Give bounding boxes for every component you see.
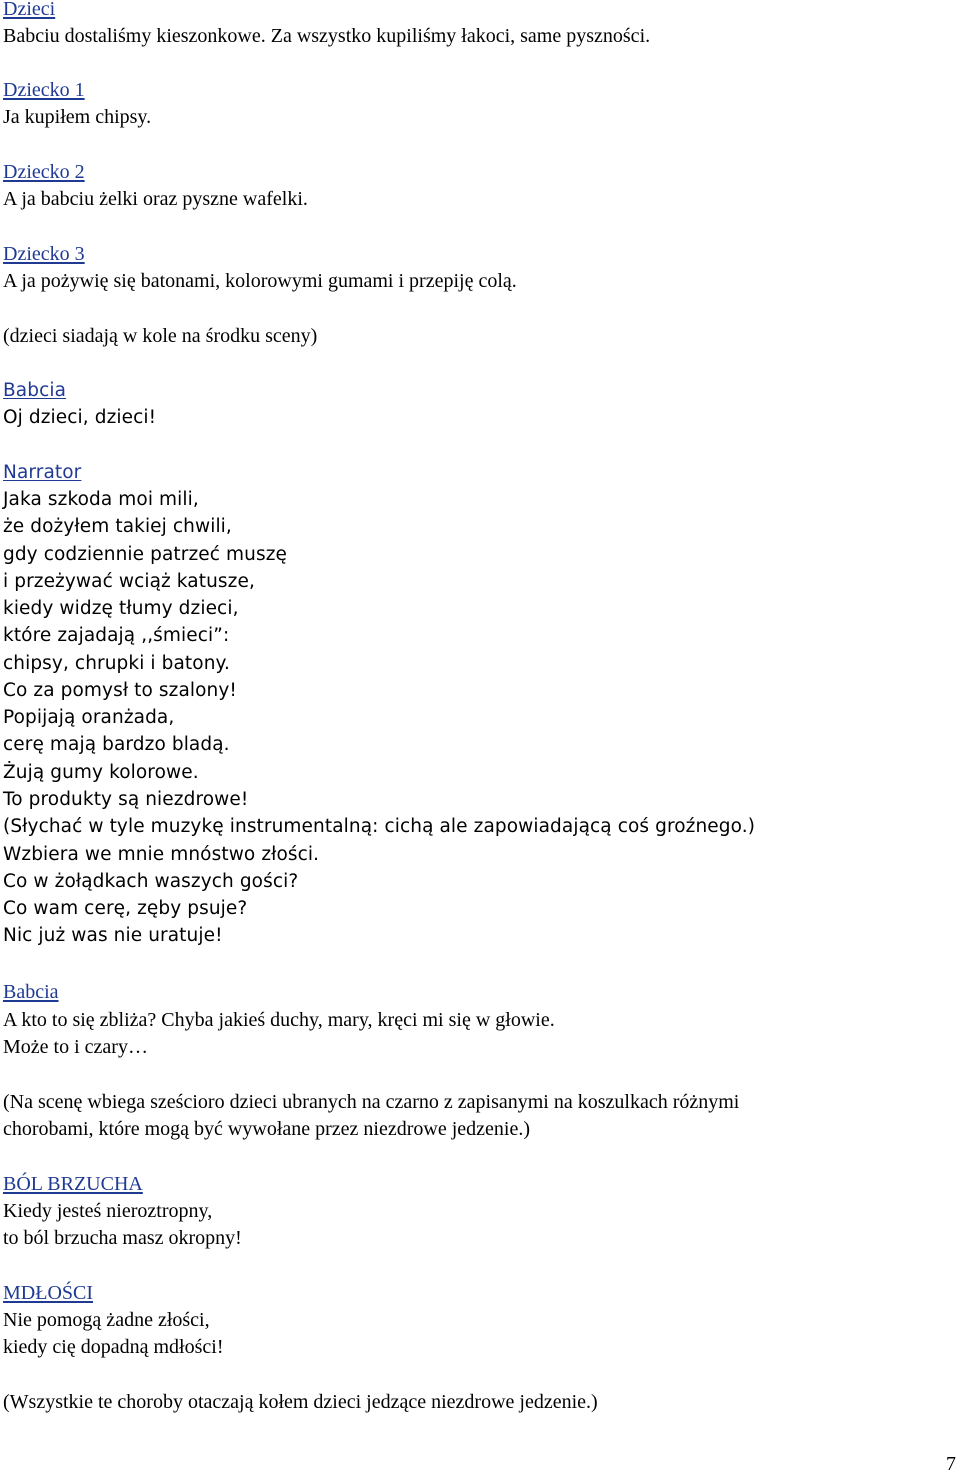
verse-line: Nic już was nie uratuje! [3,925,223,946]
verse-line: Żują gumy kolorowe. [3,762,199,783]
dialogue-line: kiedy cię dopadną mdłości! [3,1336,224,1358]
dialogue-line: A ja babciu żelki oraz pyszne wafelki. [3,188,308,210]
verse-line: gdy codziennie patrzeć muszę [3,544,287,565]
speaker-dziecko-3: Dziecko 3 [3,243,85,265]
speaker-mdlosci: MDŁOŚCI [3,1282,94,1304]
verse-line: i przeżywać wciąż katusze, [3,571,255,592]
dialogue-line: Oj dzieci, dzieci! [3,407,157,428]
dialogue-line: Babciu dostaliśmy kieszonkowe. Za wszystko kupiliśmy łakoci, same pyszności. [3,25,651,47]
stage-direction: (Słychać w tyle muzykę instrumentalną: cichą ale zapowiadającą coś groźnego.) [3,816,756,837]
speaker-dziecko-2: Dziecko 2 [3,161,85,183]
stage-direction: (Na scenę wbiega sześcioro dzieci ubranych na czarno z zapisanymi na koszulkach różnymi [3,1091,740,1113]
verse-line: że dożyłem takiej chwili, [3,516,232,537]
verse-line: Wzbiera we mnie mnóstwo złości. [3,844,320,865]
verse-line: Co za pomysł to szalony! [3,680,237,701]
speaker-narrator: Narrator [3,462,82,483]
dialogue-line: Kiedy jesteś nieroztropny, [3,1200,213,1222]
verse-line: kiedy widzę tłumy dzieci, [3,598,239,619]
verse-line: To produkty są niezdrowe! [3,789,249,810]
verse-line: Popijają oranżada, [3,707,175,728]
dialogue-line: A kto to się zbliża? Chyba jakieś duchy, mary, kręci mi się w głowie. [3,1009,555,1031]
stage-direction: chorobami, które mogą być wywołane przez niezdrowe jedzenie.) [3,1118,530,1140]
page-number: 7 [946,1453,956,1475]
dialogue-line: to ból brzucha masz okropny! [3,1227,242,1249]
verse-line: Jaka szkoda moi mili, [3,489,199,510]
speaker-babcia: Babcia [3,380,67,401]
dialogue-line: Ja kupiłem chipsy. [3,106,152,128]
speaker-bol-brzucha: BÓL BRZUCHA [3,1173,143,1195]
verse-line: cerę mają bardzo bladą. [3,734,230,755]
speaker-babcia: Babcia [3,981,59,1003]
speaker-dziecko-1: Dziecko 1 [3,79,85,101]
verse-line: Co w żołądkach waszych gości? [3,871,299,892]
stage-direction: (dzieci siadają w kole na środku sceny) [3,325,318,347]
dialogue-line: A ja pożywię się batonami, kolorowymi gumami i przepiję colą. [3,270,517,292]
verse-line: chipsy, chrupki i batony. [3,653,230,674]
stage-direction: (Wszystkie te choroby otaczają kołem dzieci jedzące niezdrowe jedzenie.) [3,1391,598,1413]
dialogue-line: Może to i czary… [3,1036,148,1058]
speaker-dzieci: Dzieci [3,0,56,20]
dialogue-line: Nie pomogą żadne złości, [3,1309,210,1331]
verse-line: Co wam cerę, zęby psuje? [3,898,248,919]
verse-line: które zajadają ,,śmieci”: [3,625,230,646]
